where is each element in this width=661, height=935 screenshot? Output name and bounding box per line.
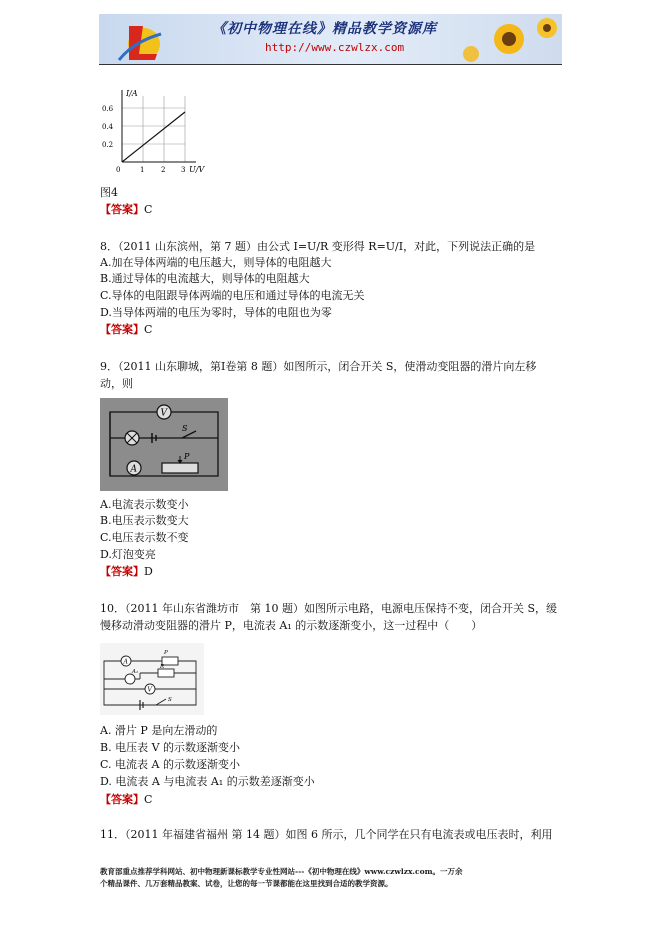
q8-option-d: D.当导体两端的电压为零时，导体的电阻也为零 bbox=[100, 306, 332, 319]
q10-option-a: A. 滑片 P 是向左滑动的 bbox=[100, 724, 218, 737]
switch-label: S bbox=[168, 697, 172, 703]
sunflower-decoration bbox=[463, 18, 557, 62]
answer-value: D bbox=[144, 565, 153, 578]
q9-option-d: D.灯泡变亮 bbox=[100, 548, 156, 561]
slider-p-label: P bbox=[164, 650, 168, 656]
q9-stem-line1: 9．（2011 山东聊城，第Ⅰ卷第 8 题）如图所示，闭合开关 S，使滑动变阻器的滑片向左移 bbox=[100, 360, 537, 373]
answer-value: C bbox=[144, 323, 153, 336]
q9-option-a: A.电流表示数变小 bbox=[100, 498, 189, 511]
q8-answer bbox=[100, 323, 152, 337]
iu-line bbox=[122, 112, 185, 162]
graph-caption: 图4 bbox=[100, 186, 118, 199]
logo-icon bbox=[119, 26, 161, 60]
footer-line2: 个精品课件、几万套精品教案、试卷，让您的每一节课都能在这里找到合适的教学资源。 bbox=[100, 879, 393, 888]
y-tick: 0.2 bbox=[102, 141, 114, 149]
ammeter-a1-icon bbox=[125, 674, 135, 684]
q10-option-b: B. 电压表 V 的示数逐渐变小 bbox=[100, 741, 241, 754]
header-banner bbox=[99, 14, 562, 64]
ammeter-label: A bbox=[130, 464, 137, 475]
q10-option-c: C. 电流表 A 的示数逐渐变小 bbox=[100, 758, 240, 771]
q8-option-a: A.加在导体两端的电压越大，则导体的电阻越大 bbox=[100, 256, 332, 269]
answer-label: 【答案】 bbox=[100, 793, 144, 806]
slider-label: P bbox=[184, 452, 190, 461]
header-rule bbox=[99, 64, 562, 65]
answer-value: C bbox=[144, 793, 153, 806]
y-tick: 0.4 bbox=[102, 123, 114, 131]
voltmeter-label: V bbox=[147, 686, 152, 694]
x-tick: 1 bbox=[140, 166, 145, 174]
q8-option-b: B.通过导体的电流越大，则导体的电阻越大 bbox=[100, 272, 310, 285]
q10-stem-line1: 10．（2011 年山东省潍坊市 第 10 题）如图所示电路，电源电压保持不变，闭合开关 S，缓 bbox=[100, 602, 558, 615]
x-tick: 2 bbox=[161, 166, 166, 174]
footer-line1: 教育部重点推荐学科网站、初中物理新课标教学专业性网站---《初中物理在线》www.czwlzx.com。一万余 bbox=[100, 867, 463, 876]
q9-option-b: B.电压表示数变大 bbox=[100, 514, 189, 527]
q10-circuit-figure bbox=[100, 643, 204, 715]
banner-url[interactable]: http://www.czwlzx.com bbox=[265, 41, 405, 54]
y-tick: 0.6 bbox=[102, 105, 114, 113]
rheostat-icon bbox=[162, 657, 178, 665]
q11-stem: 11．（2011 年福建省福州 第 14 题）如图 6 所示，几个同学在只有电流表或电压表时，利用 bbox=[100, 828, 553, 841]
switch-label: S bbox=[182, 424, 188, 433]
iu-graph bbox=[100, 86, 210, 178]
q10-stem-line2: 慢移动滑动变阻器的滑片 P，电流表 A₁ 的示数逐渐变小，这一过程中（ ） bbox=[100, 619, 483, 632]
resistor-icon bbox=[158, 669, 174, 677]
voltmeter-label: V bbox=[160, 408, 167, 419]
x-tick: 3 bbox=[181, 166, 186, 174]
ammeter-a-label: A bbox=[123, 658, 128, 666]
origin-label: 0 bbox=[116, 166, 121, 174]
x-axis-label: U/V bbox=[189, 165, 205, 174]
q8-stem: 8．（2011 山东滨州，第 7 题）由公式 I=U/R 变形得 R=U/I，对此，下列说法正确的是 bbox=[100, 240, 536, 253]
q9-option-c: C.电压表示数不变 bbox=[100, 531, 189, 544]
q10-answer bbox=[100, 793, 152, 807]
answer-label: 【答案】 bbox=[100, 203, 144, 216]
answer-label: 【答案】 bbox=[100, 323, 144, 336]
q9-circuit-figure bbox=[100, 398, 228, 491]
ammeter-a1-label: A₁ bbox=[132, 669, 139, 675]
q10-option-d: D. 电流表 A 与电流表 A₁ 的示数差逐渐变小 bbox=[100, 775, 315, 788]
q9-answer bbox=[100, 565, 153, 579]
q9-stem-line2: 动，则 bbox=[100, 377, 133, 390]
page-footer bbox=[100, 866, 562, 890]
q7-answer bbox=[100, 203, 152, 217]
answer-value: C bbox=[144, 203, 153, 216]
rheostat-icon bbox=[162, 463, 198, 473]
q8-option-c: C.导体的电阻跟导体两端的电压和通过导体的电流无关 bbox=[100, 289, 365, 302]
resistor-label: R bbox=[160, 664, 165, 670]
banner-title: 《初中物理在线》精品教学资源库 bbox=[212, 21, 437, 37]
answer-label: 【答案】 bbox=[100, 565, 144, 578]
y-axis-label: I/A bbox=[126, 89, 138, 98]
